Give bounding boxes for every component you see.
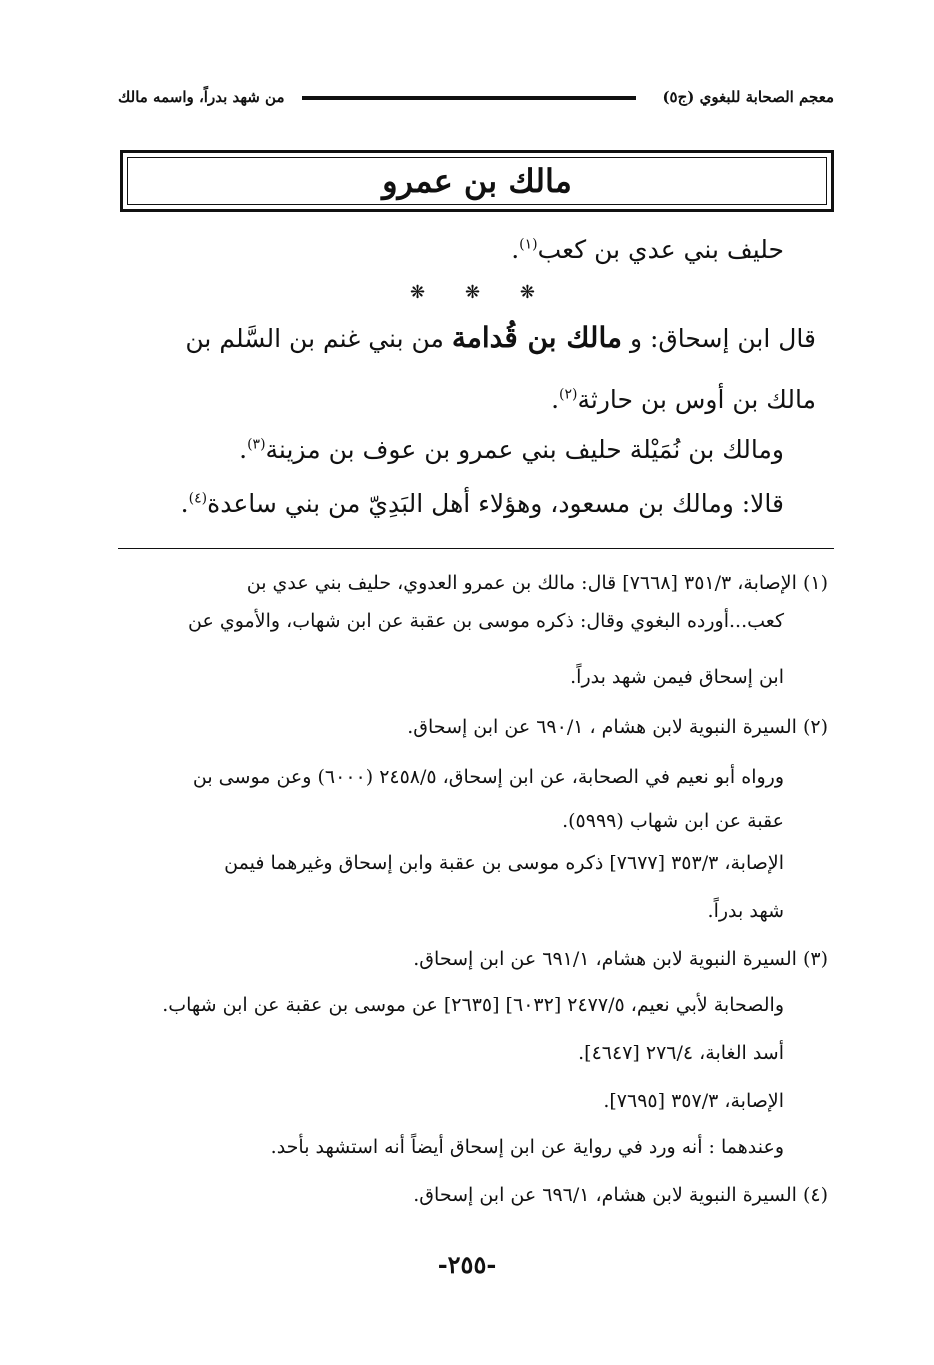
footnote-line: كعب...أورده البغوي وقال: ذكره موسى بن عقبة عن ابن شهاب، والأموي عن <box>188 610 784 632</box>
body-line-2-prefix: قال ابن إسحاق: و <box>622 324 816 353</box>
footnote-line: (٤) السيرة النبوية لابن هشام، ٦٩٦/١ عن ابن إسحاق. <box>413 1184 828 1206</box>
footnote-line: والصحابة لأبي نعيم، ٢٤٧٧/٥ [٦٠٣٢] [٢٦٣٥] عن موسى بن عقبة عن ابن شهاب. <box>162 994 784 1016</box>
footnote-line: وعندهما : أنه ورد في رواية عن ابن إسحاق أيضاً أنه استشهد بأحد. <box>270 1136 784 1158</box>
section-title: من شهد بدراً، واسمه مالك <box>118 88 285 106</box>
body-line-2 <box>118 318 816 359</box>
body-line-5 <box>118 484 784 524</box>
entry-title: مالك بن عمرو <box>382 162 572 200</box>
body-line-4-end: . <box>239 435 248 464</box>
body-line-3-text: مالك بن أوس بن حارثة <box>577 385 816 414</box>
footnote-line: ابن إسحاق فيمن شهد بدراً. <box>570 666 784 688</box>
body-line-5-text: قالا: ومالك بن مسعود، وهؤلاء أهل البَدِيّ من بني ساعدة <box>207 489 784 518</box>
entry-title-box <box>120 150 834 212</box>
footnote-line: ورواه أبو نعيم في الصحابة، عن ابن إسحاق، ٢٤٥٨/٥ (٦٠٠٠) وعن موسى بن <box>192 766 784 788</box>
separator-star: ❋ <box>519 282 535 303</box>
highlighted-name: مالك بن قُدامة <box>451 321 622 354</box>
body-line-1 <box>118 230 784 270</box>
book-title: معجم الصحابة للبغوي (ج٥) <box>662 88 834 106</box>
body-line-4-text: ومالك بن نُمَيْلة حليف بني عمرو بن عوف بن مزينة <box>265 435 784 464</box>
body-line-1-text: حليف بني عدي بن كعب <box>537 235 784 264</box>
footnote-line: الإصابة، ٣٥٣/٣ [٧٦٧٧] ذكره موسى بن عقبة وابن إسحاق وغيرهما فيمن <box>224 852 784 874</box>
footnote-line: (٢) السيرة النبوية لابن هشام ، ٦٩٠/١ عن ابن إسحاق. <box>407 716 828 738</box>
footnote-ref-3: (٣) <box>247 436 266 453</box>
footnote-line: (٣) السيرة النبوية لابن هشام، ٦٩١/١ عن ابن إسحاق. <box>413 948 828 970</box>
body-line-5-end: . <box>180 489 189 518</box>
body-line-1-end: . <box>511 235 520 264</box>
body-line-2-suffix: من بني غنم بن السَّلم بن <box>185 324 452 353</box>
footnote-ref-4: (٤) <box>188 490 208 507</box>
running-header <box>118 86 834 114</box>
entry-title-inner-frame <box>127 157 827 205</box>
separator-star: ❋ <box>464 282 481 303</box>
footnote-ref-1: (١) <box>519 236 538 253</box>
footnote-divider <box>118 548 834 549</box>
footnote-line: شهد بدراً. <box>707 900 784 922</box>
body-line-3-end: . <box>551 385 560 414</box>
footnote-ref-2: (٢) <box>559 386 578 403</box>
body-line-3 <box>118 380 816 420</box>
body-line-4 <box>118 430 784 470</box>
header-rule <box>302 96 636 100</box>
page-number: -٢٥٥- <box>437 1250 497 1279</box>
footnote-line: (١) الإصابة، ٣٥١/٣ [٧٦٦٨] قال: مالك بن عمرو العدوي، حليف بني عدي بن <box>246 572 828 594</box>
footnote-line: أسد الغابة، ٢٧٦/٤ [٤٦٤٧]. <box>578 1042 784 1064</box>
footnote-line: الإصابة، ٣٥٧/٣ [٧٦٩٥]. <box>603 1090 784 1112</box>
separator-star: ❋ <box>410 282 426 303</box>
footnote-line: عقبة عن ابن شهاب (٥٩٩٩). <box>562 810 784 832</box>
separator-stars <box>410 282 535 303</box>
